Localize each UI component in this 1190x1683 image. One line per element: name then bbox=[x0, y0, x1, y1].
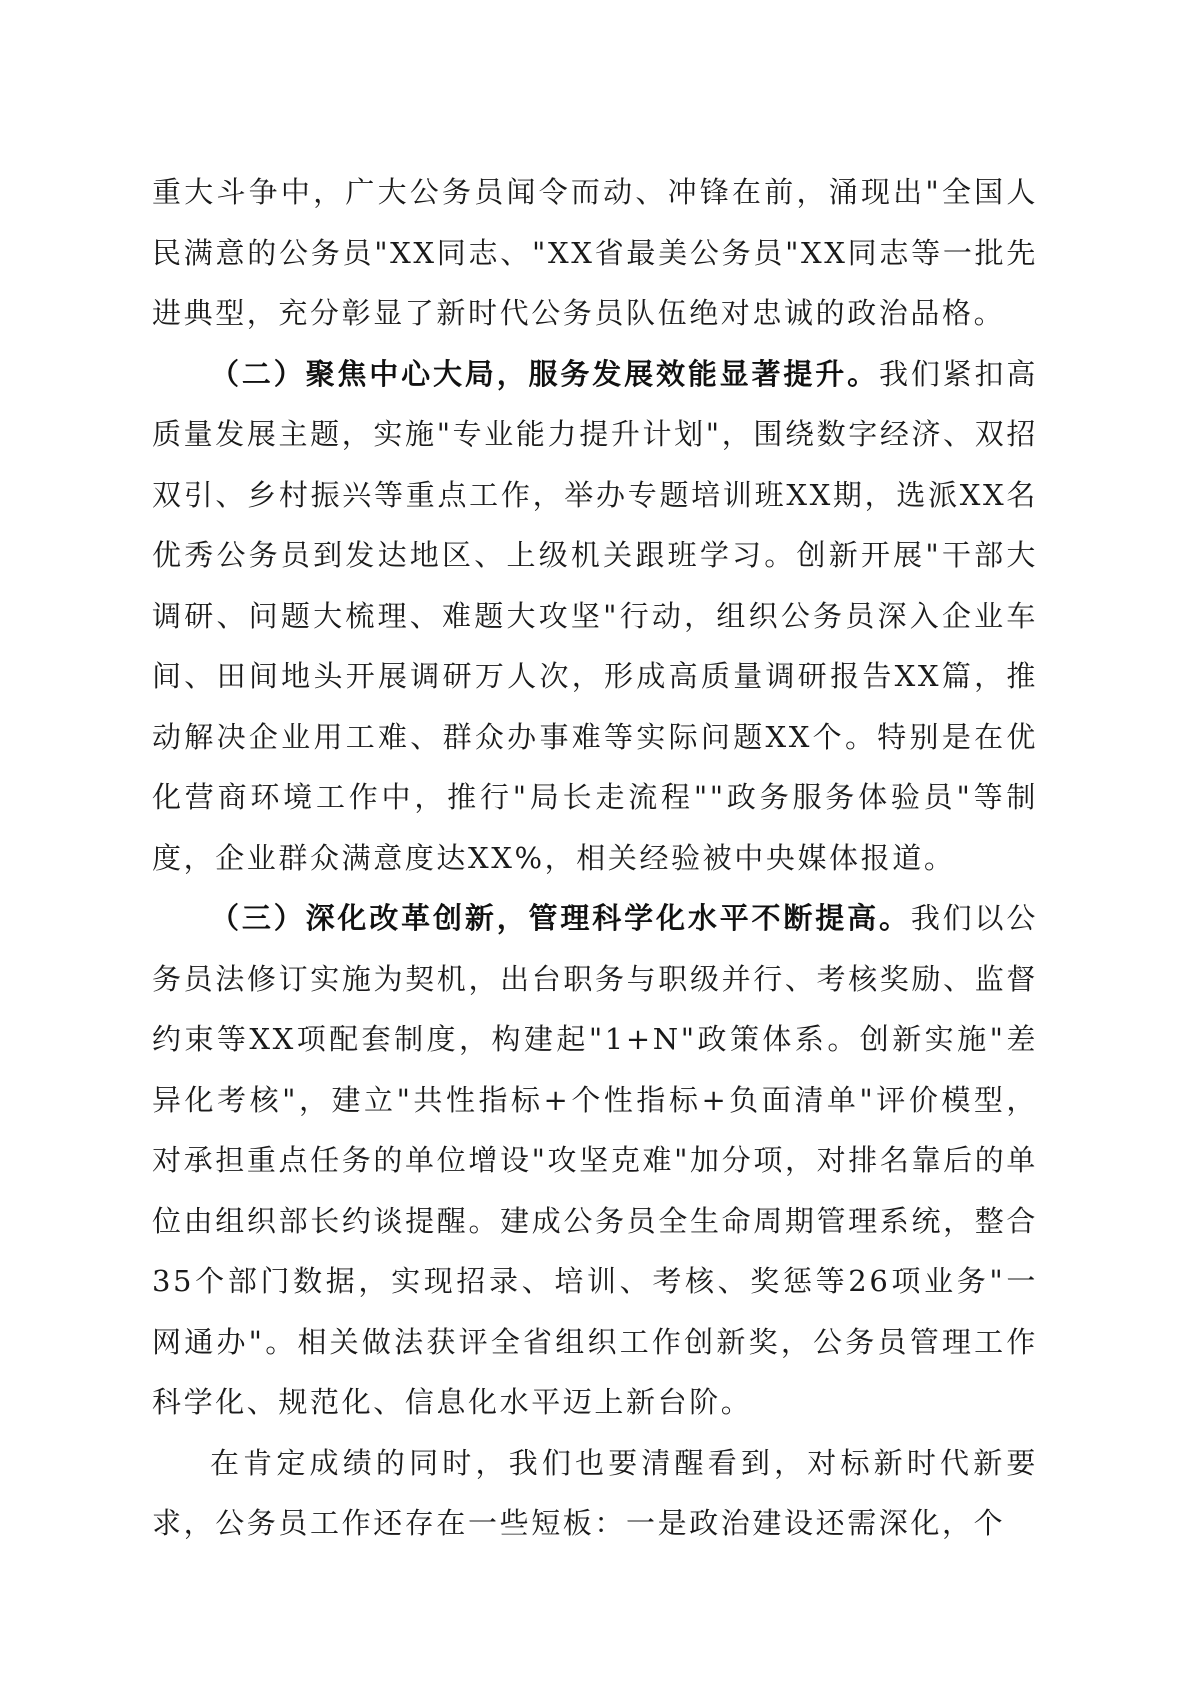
paragraph-section-2 bbox=[152, 344, 1038, 889]
paragraph-text: 重大斗争中，广大公务员闻令而动、冲锋在前，涌现出"全国人民满意的公务员"XX同志、"XX省最美公务员"XX同志等一批先进典型，充分彰显了新时代公务员队伍绝对忠诚的政治品格。 bbox=[152, 175, 1038, 330]
paragraph-section-3 bbox=[152, 888, 1038, 1433]
document-body bbox=[152, 162, 1038, 1554]
paragraph-text: 我们紧扣高质量发展主题，实施"专业能力提升计划"，围绕数字经济、双招双引、乡村振兴等重点工作，举办专题培训班XX期，选派XX名优秀公务员到发达地区、上级机关跟班学习。创新开展"干部大调研、问题大梳理、难题大攻坚"行动，组织公务员深入企业车间、田间地头开展调研万人次，形成高质量调研报告XX篇，推动解决企业用工难、群众办事难等实际问题XX个。特别是在优化营商环境工作中，推行"局长走流程""政务服务体验员"等制度，企业群众满意度达XX%，相关经验被中央媒体报道。 bbox=[152, 356, 1038, 875]
paragraph-continuation bbox=[152, 162, 1038, 344]
paragraph-shortcomings bbox=[152, 1433, 1038, 1554]
section-heading-2: （二）聚焦中心大局，服务发展效能显著提升。 bbox=[210, 356, 879, 391]
section-heading-3: （三）深化改革创新，管理科学化水平不断提高。 bbox=[210, 901, 911, 935]
paragraph-text: 在肯定成绩的同时，我们也要清醒看到，对标新时代新要求，公务员工作还存在一些短板：一是政治建设还需深化，个 bbox=[152, 1445, 1038, 1540]
paragraph-text: 我们以公务员法修订实施为契机，出台职务与职级并行、考核奖励、监督约束等XX项配套制度，构建起"1+N"政策体系。创新实施"差异化考核"，建立"共性指标+个性指标+负面清单"评价模型，对承担重点任务的单位增设"攻坚克难"加分项，对排名靠后的单位由组织部长约谈提醒。建成公务员全生命周期管理系统，整合35个部门数据，实现招录、培训、考核、奖惩等26项业务"一网通办"。相关做法获评全省组织工作创新奖，公务员管理工作科学化、规范化、信息化水平迈上新台阶。 bbox=[152, 901, 1038, 1419]
